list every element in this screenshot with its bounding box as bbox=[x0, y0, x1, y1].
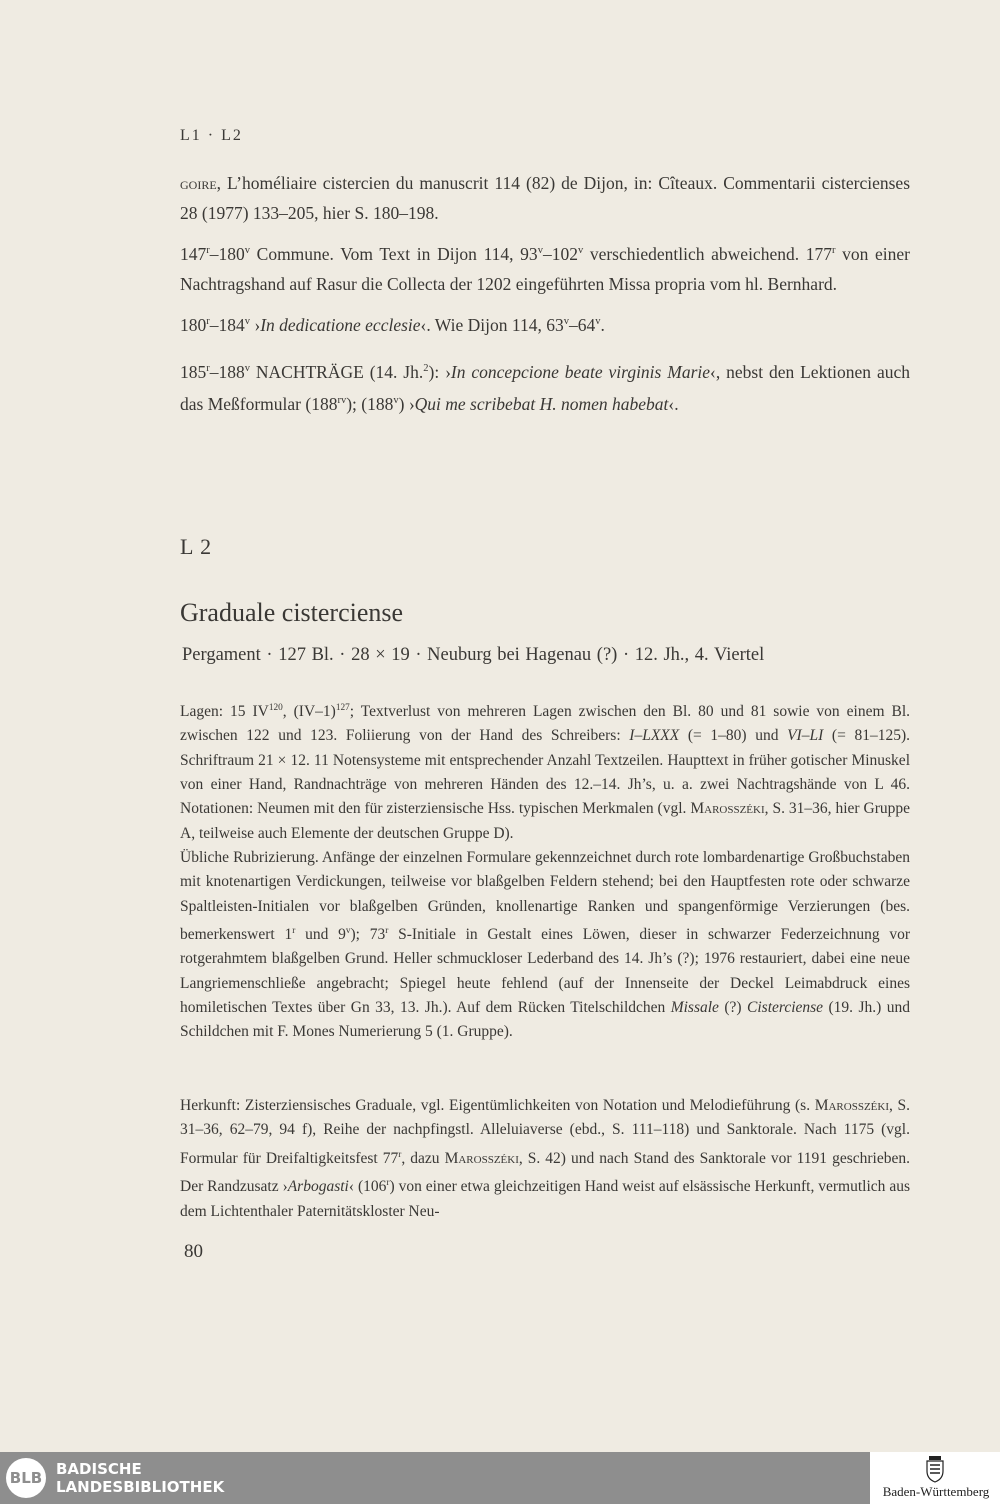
text-run: , (IV–1) bbox=[282, 703, 336, 721]
text-run: Arbogasti bbox=[287, 1178, 349, 1196]
l1-paragraph bbox=[180, 168, 910, 228]
text-run: –184 bbox=[209, 314, 245, 335]
text-run: v bbox=[563, 315, 569, 327]
text-run: In concepcione beate virginis Marie bbox=[450, 361, 711, 382]
text-run: r bbox=[831, 245, 836, 256]
entry-title: Graduale cisterciense bbox=[180, 598, 404, 627]
text-run: ; Textverlust von mehreren Lagen zwischen den Bl. 80 und 81 sowie von einem Bl. zwischen 122 und 123. Foliierung von der Hand des Schreibers: bbox=[180, 703, 911, 745]
text-run: ‹. bbox=[668, 394, 679, 415]
text-run: (= 81–125). Schriftraum 21 × 12. 11 Notensysteme mit entsprechender Anzahl Textzeilen. Haupttext in früher gotischer Minuskel von einer Hand, Randnachträge von mehreren Händen des 12.–14. Jh’s, u. a. zwei Nachtragshände von L 46. Notationen: Neumen mit den für zisterziensische Hss. typischen Merkmalen (vgl. bbox=[180, 727, 910, 818]
footer-bar bbox=[0, 1452, 1000, 1504]
text-run: , L’homéliaire cistercien du manuscrit 114 (82) de Dijon, in: Cîteaux. Commentarii cistercienses 28 (1977) 133–205, hier S. 180–198. bbox=[180, 173, 910, 223]
text-run: v bbox=[393, 395, 399, 407]
text-run: , S. 31–36, 62–79, 94 f), Reihe der nachpfingstl. Alleluiaverse (ebd., S. 111–118) und Sanktorale. Nach 1175 (vgl. Formular für Dreifaltigkeitsfest 77 bbox=[180, 1097, 910, 1167]
text-run: ): › bbox=[428, 361, 451, 382]
text-run: , S. 31–36, hier Gruppe A, teilweise auch Elemente der deutschen Gruppe D). bbox=[180, 800, 910, 842]
text-run: r bbox=[206, 315, 210, 327]
text-run: verschiedentlich abweichend. 177 bbox=[583, 243, 832, 264]
text-run: ) von einer etwa gleichzeitigen Hand weist auf elsässische Herkunft, vermutlich aus dem Lichtenthaler Paternitätskloster Neu- bbox=[180, 1178, 911, 1220]
text-run: 147 bbox=[180, 243, 207, 264]
text-run: Marosszéki bbox=[814, 1097, 889, 1114]
text-run: , S. 42) und nach Stand des Sanktorale vor 1191 geschrieben. Der Randzusatz › bbox=[180, 1149, 910, 1196]
entry-description bbox=[180, 696, 910, 1044]
text-run: Marosszéki bbox=[690, 800, 765, 818]
text-run: Missale bbox=[670, 998, 719, 1016]
page-number: 80 bbox=[184, 1241, 203, 1262]
text-run: rv bbox=[337, 395, 347, 407]
text-run: und 9 bbox=[295, 925, 346, 943]
text-run: r bbox=[292, 925, 296, 936]
text-run: –188 bbox=[209, 361, 245, 382]
text-run: –180 bbox=[209, 243, 245, 264]
description-paragraph bbox=[180, 846, 910, 1045]
text-run: 127 bbox=[335, 703, 350, 713]
text-run: v bbox=[244, 362, 250, 374]
entry-provenance bbox=[180, 1094, 910, 1224]
text-run: v bbox=[577, 245, 584, 256]
text-run: ); 73 bbox=[350, 925, 386, 943]
text-run: v bbox=[537, 245, 543, 256]
text-run: v bbox=[345, 925, 351, 936]
entry-id: L 2 bbox=[180, 534, 213, 559]
text-run: goire bbox=[180, 173, 217, 193]
text-run: 185 bbox=[180, 361, 207, 382]
text-run: NACHTRÄGE (14. Jh. bbox=[250, 361, 424, 382]
text-run: ‹. Wie Dijon 114, 63 bbox=[420, 314, 564, 335]
text-run: 120 bbox=[268, 703, 283, 713]
coat-of-arms-icon bbox=[924, 1455, 946, 1483]
text-run: VI–LI bbox=[787, 727, 824, 745]
text-run: r bbox=[206, 245, 210, 256]
provenance-paragraph bbox=[180, 1094, 910, 1224]
text-run: Marosszéki bbox=[444, 1149, 519, 1167]
text-run: r bbox=[385, 925, 389, 936]
text-run: –102 bbox=[542, 243, 578, 264]
text-run: Übliche Rubrizierung. Anfänge der einzelnen Formulare gekennzeichnet durch rote lombardenartige Großbuchstaben mit knotenartigen Verdickungen, teilweise vor blaßgelben Feldern stehend; bei den Hauptfesten rote oder schwarze Spaltleisten-Initialen vor blaßgelben Gründen, knollenartige Ranken und spangenförmige Verzierungen (bes. bemerkenswert 1 bbox=[180, 848, 910, 943]
text-run: . bbox=[600, 314, 605, 335]
text-run: v bbox=[244, 315, 250, 327]
text-run: r bbox=[398, 1149, 402, 1160]
state-label: Baden-Württemberg bbox=[882, 1484, 990, 1499]
text-run: S-Initiale in Gestalt eines Löwen, dieser in schwarzer Federzeichnung vor rotgerahmtem blaßgelben Grund. Heller schmuckloser Lederband des 14. Jh’s (?); 1976 restauriert, dabei eine neue Langriemenschließe angebracht; Spiegel heute fehlend (auf der Innenseite der Deckel Leimabdruck eines homiletischen Textes über Gn 33, 13. Jh.). Auf dem Rücken Titelschildchen bbox=[180, 925, 911, 1016]
text-run: I–LXXX bbox=[629, 727, 680, 745]
state-logo[interactable] bbox=[870, 1452, 1000, 1504]
text-run: Lagen: 15 IV bbox=[180, 703, 269, 721]
text-run: r bbox=[386, 1178, 390, 1189]
library-name[interactable] bbox=[56, 1460, 224, 1496]
blb-logo-icon[interactable]: BLB bbox=[6, 1458, 46, 1498]
text-run: v bbox=[595, 315, 601, 327]
text-run: In dedicatione ecclesie bbox=[260, 314, 421, 335]
text-run: ); (188 bbox=[346, 394, 394, 415]
entry-l1-text bbox=[180, 168, 910, 419]
text-run: (19. Jh.) und Schildchen mit F. Mones Numerierung 5 (1. Gruppe). bbox=[180, 998, 910, 1041]
text-run: 180 bbox=[180, 314, 207, 335]
library-name-line2: LANDESBIBLIOTHEK bbox=[56, 1478, 225, 1496]
text-run: –64 bbox=[568, 314, 596, 335]
text-run: 2 bbox=[423, 362, 429, 374]
l1-paragraph bbox=[180, 236, 910, 299]
text-run: ‹ (106 bbox=[348, 1178, 387, 1196]
text-run: v bbox=[244, 245, 250, 256]
text-run: r bbox=[206, 362, 210, 374]
text-run: Cisterciense bbox=[747, 998, 824, 1016]
text-run: (= 1–80) und bbox=[679, 727, 788, 745]
l1-paragraph bbox=[180, 307, 910, 340]
text-run: , dazu bbox=[401, 1149, 445, 1167]
text-run: Qui me scribebat H. nomen habebat bbox=[414, 394, 669, 415]
text-run: Herkunft: Zisterziensisches Graduale, vgl. Eigentümlichkeiten von Notation und Melodieführung (s. bbox=[180, 1097, 815, 1114]
text-run: (?) bbox=[718, 998, 748, 1016]
text-run: Commune. Vom Text in Dijon 114, 93 bbox=[250, 243, 538, 264]
library-name-line1: BADISCHE bbox=[56, 1460, 142, 1478]
l1-paragraph bbox=[180, 354, 910, 420]
entry-meta: Pergament · 127 Bl. · 28 × 19 · Neuburg bei Hagenau (?) · 12. Jh., 4. Viertel bbox=[182, 645, 765, 665]
text-run: von einer Nachtragshand auf Rasur die Collecta der 1202 eingeführten Missa propria vom hl. Bernhard. bbox=[180, 243, 910, 294]
text-run: ) › bbox=[398, 394, 415, 415]
text-run: ‹, nebst den Lektionen auch das Meßformular (188 bbox=[180, 361, 910, 415]
description-paragraph bbox=[180, 696, 910, 846]
running-head: L1 · L2 bbox=[180, 127, 243, 144]
text-run: › bbox=[250, 314, 261, 335]
